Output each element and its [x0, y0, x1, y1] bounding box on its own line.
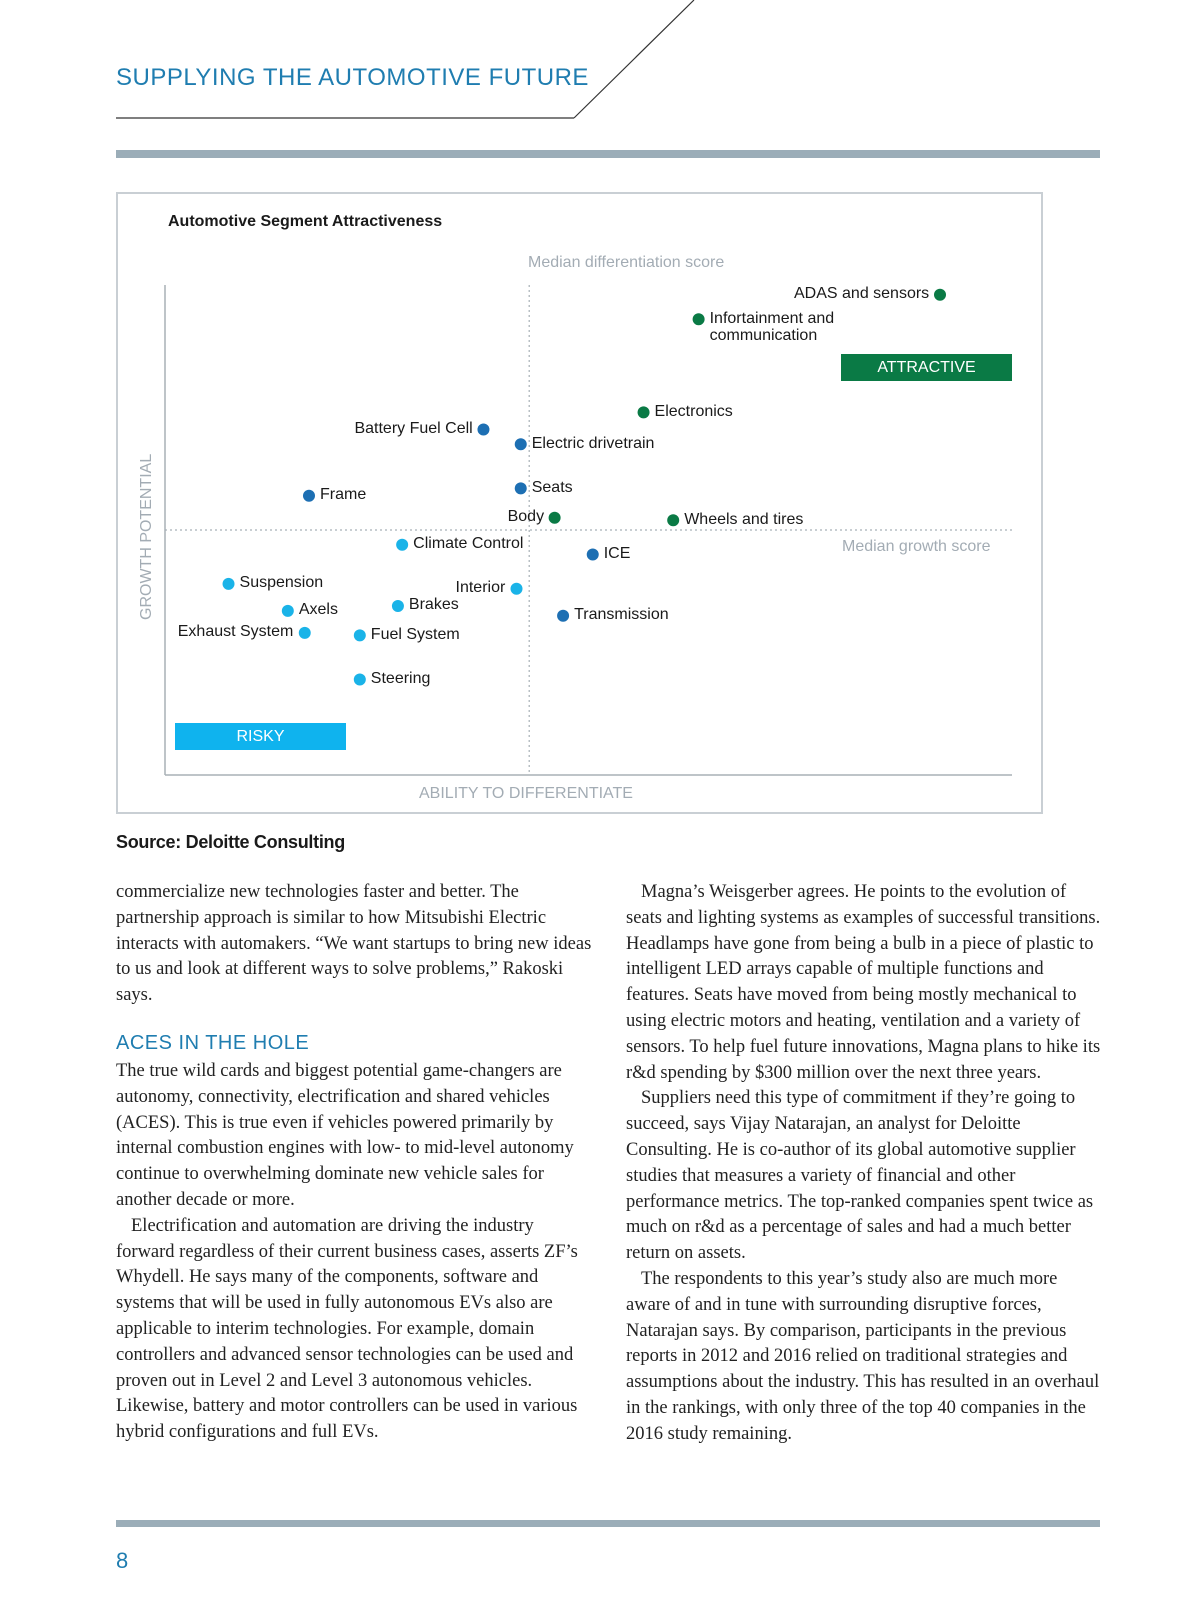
risky-quadrant-tag: RISKY: [175, 723, 346, 750]
point-label-line: communication: [709, 326, 818, 344]
x-axis-title: ABILITY TO DIFFERENTIATE: [419, 785, 633, 802]
y-axis-title: GROWTH POTENTIAL: [138, 453, 155, 620]
point-label-fuel-system: Fuel System: [370, 625, 460, 643]
point-infortainment-and-communication: [693, 313, 705, 325]
point-label-seats: Seats: [531, 478, 573, 496]
point-label-adas-and-sensors: ADAS and sensors: [794, 285, 930, 303]
point-interior: [511, 583, 523, 595]
point-ice: [587, 549, 599, 561]
paragraph: commercialize new technologies faster and better. The partnership approach is similar to how Mitsubishi Electric interacts with automakers. “We want startups to bring new ideas to us and look at different ways to solve problems,” Rakoski says.: [116, 882, 592, 1006]
page-header-title: SUPPLYING THE AUTOMOTIVE FUTURE: [116, 64, 589, 91]
point-body: [549, 512, 561, 524]
point-label-steering: Steering: [370, 669, 431, 687]
point-label-infortainment-and-communication: [710, 311, 835, 345]
point-label-interior: Interior: [455, 579, 506, 597]
point-transmission: [557, 610, 569, 622]
point-label-exhaust-system: Exhaust System: [177, 623, 294, 641]
paragraph: The true wild cards and biggest potential game-changers are autonomy, connectivity, electrification and shared vehicles (ACES). This is true even if vehicles powered primarily by internal combustion engines with low- to mid-level autonomy continue to overwhelming dominate new vehicle sales for another decade or more.: [116, 1060, 574, 1210]
point-label-wheels-and-tires: Wheels and tires: [684, 510, 804, 528]
right-column: [626, 880, 1106, 1448]
point-climate-control: [396, 539, 408, 551]
point-label-frame: Frame: [319, 486, 367, 504]
point-label-line: Infortainment and: [709, 309, 835, 327]
point-axels: [282, 605, 294, 617]
point-adas-and-sensors: [934, 289, 946, 301]
point-exhaust-system: [299, 627, 311, 639]
point-steering: [354, 673, 366, 685]
point-label-ice: ICE: [603, 545, 631, 562]
point-label-body: Body: [507, 508, 545, 526]
paragraph: The respondents to this year’s study also are much more aware of and in tune with surrounding disruptive forces, Natarajan says. By comparison, participants in the previous reports in 2012 and 2016 relied on traditional strategies and assumptions about the industry. This has resulted in an overhaul in the rankings, with only three of the top 40 companies in the 2016 study remaining.: [626, 1268, 1100, 1444]
chart-title: Automotive Segment Attractiveness: [168, 213, 443, 230]
median-growth-label: Median growth score: [842, 538, 991, 555]
point-label-brakes: Brakes: [408, 596, 459, 614]
section-subhead: ACES IN THE HOLE: [116, 1031, 310, 1054]
median-differentiation-label: Median differentiation score: [528, 254, 725, 271]
point-electronics: [638, 406, 650, 418]
point-label-electric-drivetrain: Electric drivetrain: [531, 434, 655, 452]
attractive-quadrant-tag: ATTRACTIVE: [841, 354, 1012, 381]
point-seats: [515, 482, 527, 494]
paragraph: Magna’s Weisgerber agrees. He points to the evolution of seats and lighting systems as examples of successful transitions. Headlamps have gone from being a bulb in a piece of plastic to intelligent LED arrays capable of multiple functions and features. Seats have moved from being mostly mechanical to using electric motors and heating, ventilation and a variety of sensors. To help fuel future innovations, Magna plans to hike its r&d spending by $300 million over the next three years.: [626, 882, 1101, 1083]
paragraph: Electrification and automation are driving the industry forward regardless of their current business cases, asserts ZF’s Whydell. He says many of the components, software and systems that will be used in fully autonomous EVs also are applicable to interim technologies. For example, domain controllers and advanced sensor technologies can be used and proven out in Level 2 and Level 3 autonomous vehicles. Likewise, battery and motor controllers can be used in various hybrid configurations and full EVs.: [116, 1215, 578, 1443]
point-electric-drivetrain: [515, 438, 527, 450]
point-label-electronics: Electronics: [654, 402, 733, 420]
point-label-axels: Axels: [298, 601, 338, 619]
left-column: [116, 880, 596, 1446]
point-frame: [303, 490, 315, 502]
point-wheels-and-tires: [667, 514, 679, 526]
paragraph: Suppliers need this type of commitment if they’re going to succeed, says Vijay Natarajan, an analyst for Deloitte Consulting. He is co-author of its global automotive supplier studies that measures a variety of financial and other performance metrics. The top-ranked companies spent twice as much on r&d as a percentage of sales and had a much better return on assets.: [626, 1088, 1094, 1264]
figure-source: Source: Deloitte Consulting: [116, 832, 345, 852]
point-label-climate-control: Climate Control: [413, 535, 524, 553]
point-battery-fuel-cell: [477, 424, 489, 436]
point-label-suspension: Suspension: [239, 574, 324, 592]
point-fuel-system: [354, 629, 366, 641]
page-number: 8: [116, 1548, 129, 1573]
point-label-transmission: Transmission: [574, 606, 669, 624]
point-label-battery-fuel-cell: Battery Fuel Cell: [354, 420, 473, 438]
point-suspension: [223, 578, 235, 590]
point-brakes: [392, 600, 404, 612]
bottom-divider: [116, 1520, 1100, 1527]
